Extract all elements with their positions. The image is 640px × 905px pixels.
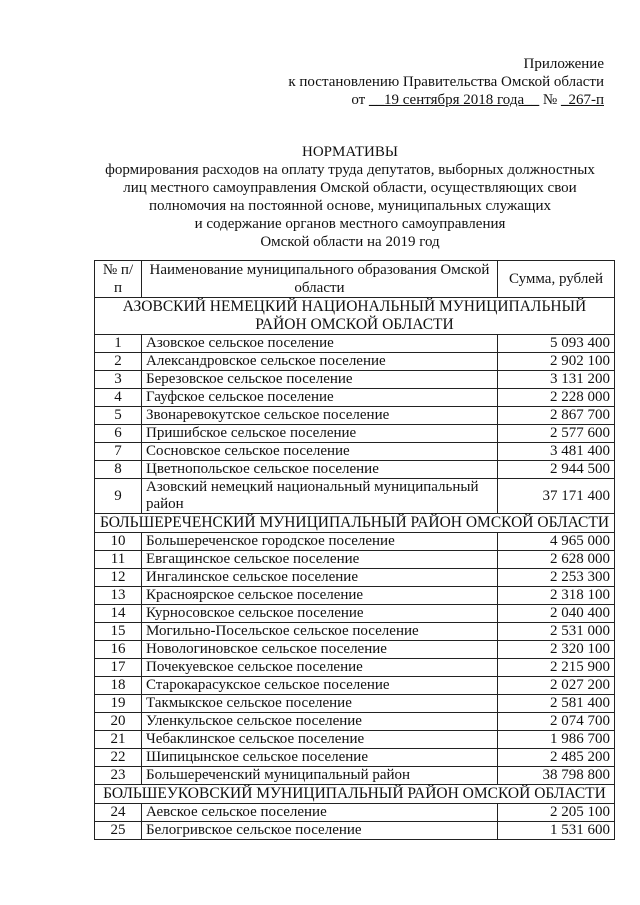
row-number: 3 [95,371,142,389]
table-row [95,407,615,425]
amount: 3 481 400 [498,443,615,461]
date-prefix: от [351,92,366,108]
amount: 1 986 700 [498,731,615,749]
municipality-name: Такмыкское сельское поселение [142,695,498,713]
municipality-name: Красноярское сельское поселение [142,587,498,605]
table-row [95,713,615,731]
table-row [95,461,615,479]
row-number: 13 [95,587,142,605]
municipality-name: Пришибское сельское поселение [142,425,498,443]
section-row [95,785,615,804]
table-row [95,425,615,443]
appendix-resolution: к постановлению Правительства Омской области [288,74,604,90]
header-sum: Сумма, рублей [498,261,615,298]
row-number: 21 [95,731,142,749]
number-prefix: № [542,92,558,108]
municipality-name: Сосновское сельское поселение [142,443,498,461]
amount: 2 581 400 [498,695,615,713]
table-row [95,641,615,659]
appendix-date-line [288,91,604,109]
row-number: 23 [95,767,142,785]
row-number: 2 [95,353,142,371]
row-number: 19 [95,695,142,713]
municipality-name: Старокарасукское сельское поселение [142,677,498,695]
table-row [95,749,615,767]
table-row [95,335,615,353]
amount: 1 531 600 [498,822,615,840]
table-row [95,389,615,407]
municipality-name: Могильно-Посельское сельское поселение [142,623,498,641]
municipality-name: Почекуевское сельское поселение [142,659,498,677]
municipality-name: Ингалинское сельское поселение [142,569,498,587]
municipality-name: Евгащинское сельское поселение [142,551,498,569]
row-number: 1 [95,335,142,353]
table-row [95,587,615,605]
norms-table [94,260,615,840]
table-row [95,731,615,749]
municipality-name: Азовский немецкий национальный муниципальный район [142,479,498,514]
municipality-name: Звонаревокутское сельское поселение [142,407,498,425]
table-row [95,353,615,371]
resolution-date: __19 сентября 2018 года__ [368,92,540,108]
title-line: формирования расходов на оплату труда депутатов, выборных должностных [105,162,595,178]
municipality-name: Курносовское сельское поселение [142,605,498,623]
municipality-name: Александровское сельское поселение [142,353,498,371]
table-row [95,804,615,822]
table-row [95,623,615,641]
table-row [95,677,615,695]
table-row [95,659,615,677]
municipality-name: Белогривское сельское поселение [142,822,498,840]
amount: 4 965 000 [498,533,615,551]
amount: 2 027 200 [498,677,615,695]
table-row [95,605,615,623]
section-title: АЗОВСКИЙ НЕМЕЦКИЙ НАЦИОНАЛЬНЫЙ МУНИЦИПАЛЬНЫЙ РАЙОН ОМСКОЙ ОБЛАСТИ [95,298,615,335]
row-number: 6 [95,425,142,443]
row-number: 14 [95,605,142,623]
table-row [95,443,615,461]
municipality-name: Новологиновское сельское поселение [142,641,498,659]
resolution-number: _267-п [560,92,604,108]
table-row [95,371,615,389]
amount: 2 253 300 [498,569,615,587]
appendix-header [288,55,604,109]
row-number: 9 [95,479,142,514]
title-heading: НОРМАТИВЫ [302,144,398,160]
row-number: 8 [95,461,142,479]
row-number: 24 [95,804,142,822]
row-number: 4 [95,389,142,407]
title-line: и содержание органов местного самоуправления [194,216,506,232]
amount: 2 215 900 [498,659,615,677]
title-line: лиц местного самоуправления Омской области, осуществляющих свои [123,180,577,196]
amount: 5 093 400 [498,335,615,353]
table-row [95,551,615,569]
row-number: 18 [95,677,142,695]
amount: 2 628 000 [498,551,615,569]
amount: 2 040 400 [498,605,615,623]
amount: 3 131 200 [498,371,615,389]
municipality-name: Чебаклинское сельское поселение [142,731,498,749]
table-row [95,533,615,551]
section-row [95,298,615,335]
municipality-name: Уленкульское сельское поселение [142,713,498,731]
row-number: 22 [95,749,142,767]
amount: 2 228 000 [498,389,615,407]
municipality-name: Шипицынское сельское поселение [142,749,498,767]
section-row [95,514,615,533]
header-name: Наименование муниципального образования Омской области [142,261,498,298]
municipality-name: Большереченский муниципальный район [142,767,498,785]
row-number: 7 [95,443,142,461]
row-number: 25 [95,822,142,840]
municipality-name: Азовское сельское поселение [142,335,498,353]
amount: 2 867 700 [498,407,615,425]
row-number: 16 [95,641,142,659]
row-number: 20 [95,713,142,731]
row-number: 10 [95,533,142,551]
municipality-name: Аевское сельское поселение [142,804,498,822]
row-number: 11 [95,551,142,569]
amount: 2 531 000 [498,623,615,641]
amount: 2 320 100 [498,641,615,659]
municipality-name: Гауфское сельское поселение [142,389,498,407]
row-number: 5 [95,407,142,425]
municipality-name: Большереченское городское поселение [142,533,498,551]
table-header-row [95,261,615,298]
table-row [95,767,615,785]
section-title: БОЛЬШЕРЕЧЕНСКИЙ МУНИЦИПАЛЬНЫЙ РАЙОН ОМСКОЙ ОБЛАСТИ [95,514,615,533]
amount: 2 485 200 [498,749,615,767]
row-number: 15 [95,623,142,641]
row-number: 12 [95,569,142,587]
municipality-name: Цветнопольское сельское поселение [142,461,498,479]
header-number: № п/п [95,261,142,298]
amount: 2 944 500 [498,461,615,479]
section-title: БОЛЬШЕУКОВСКИЙ МУНИЦИПАЛЬНЫЙ РАЙОН ОМСКОЙ ОБЛАСТИ [95,785,615,804]
title-line: полномочия на постоянной основе, муниципальных служащих [148,198,552,214]
table-row [95,822,615,840]
amount: 2 074 700 [498,713,615,731]
row-number: 17 [95,659,142,677]
amount: 2 577 600 [498,425,615,443]
document-title [80,143,620,251]
title-line: Омской области на 2019 год [260,234,440,250]
appendix-label: Приложение [523,56,604,72]
amount: 2 318 100 [498,587,615,605]
amount: 37 171 400 [498,479,615,514]
table-row [95,479,615,514]
table-row [95,569,615,587]
amount: 38 798 800 [498,767,615,785]
amount: 2 902 100 [498,353,615,371]
amount: 2 205 100 [498,804,615,822]
municipality-name: Березовское сельское поселение [142,371,498,389]
table-row [95,695,615,713]
